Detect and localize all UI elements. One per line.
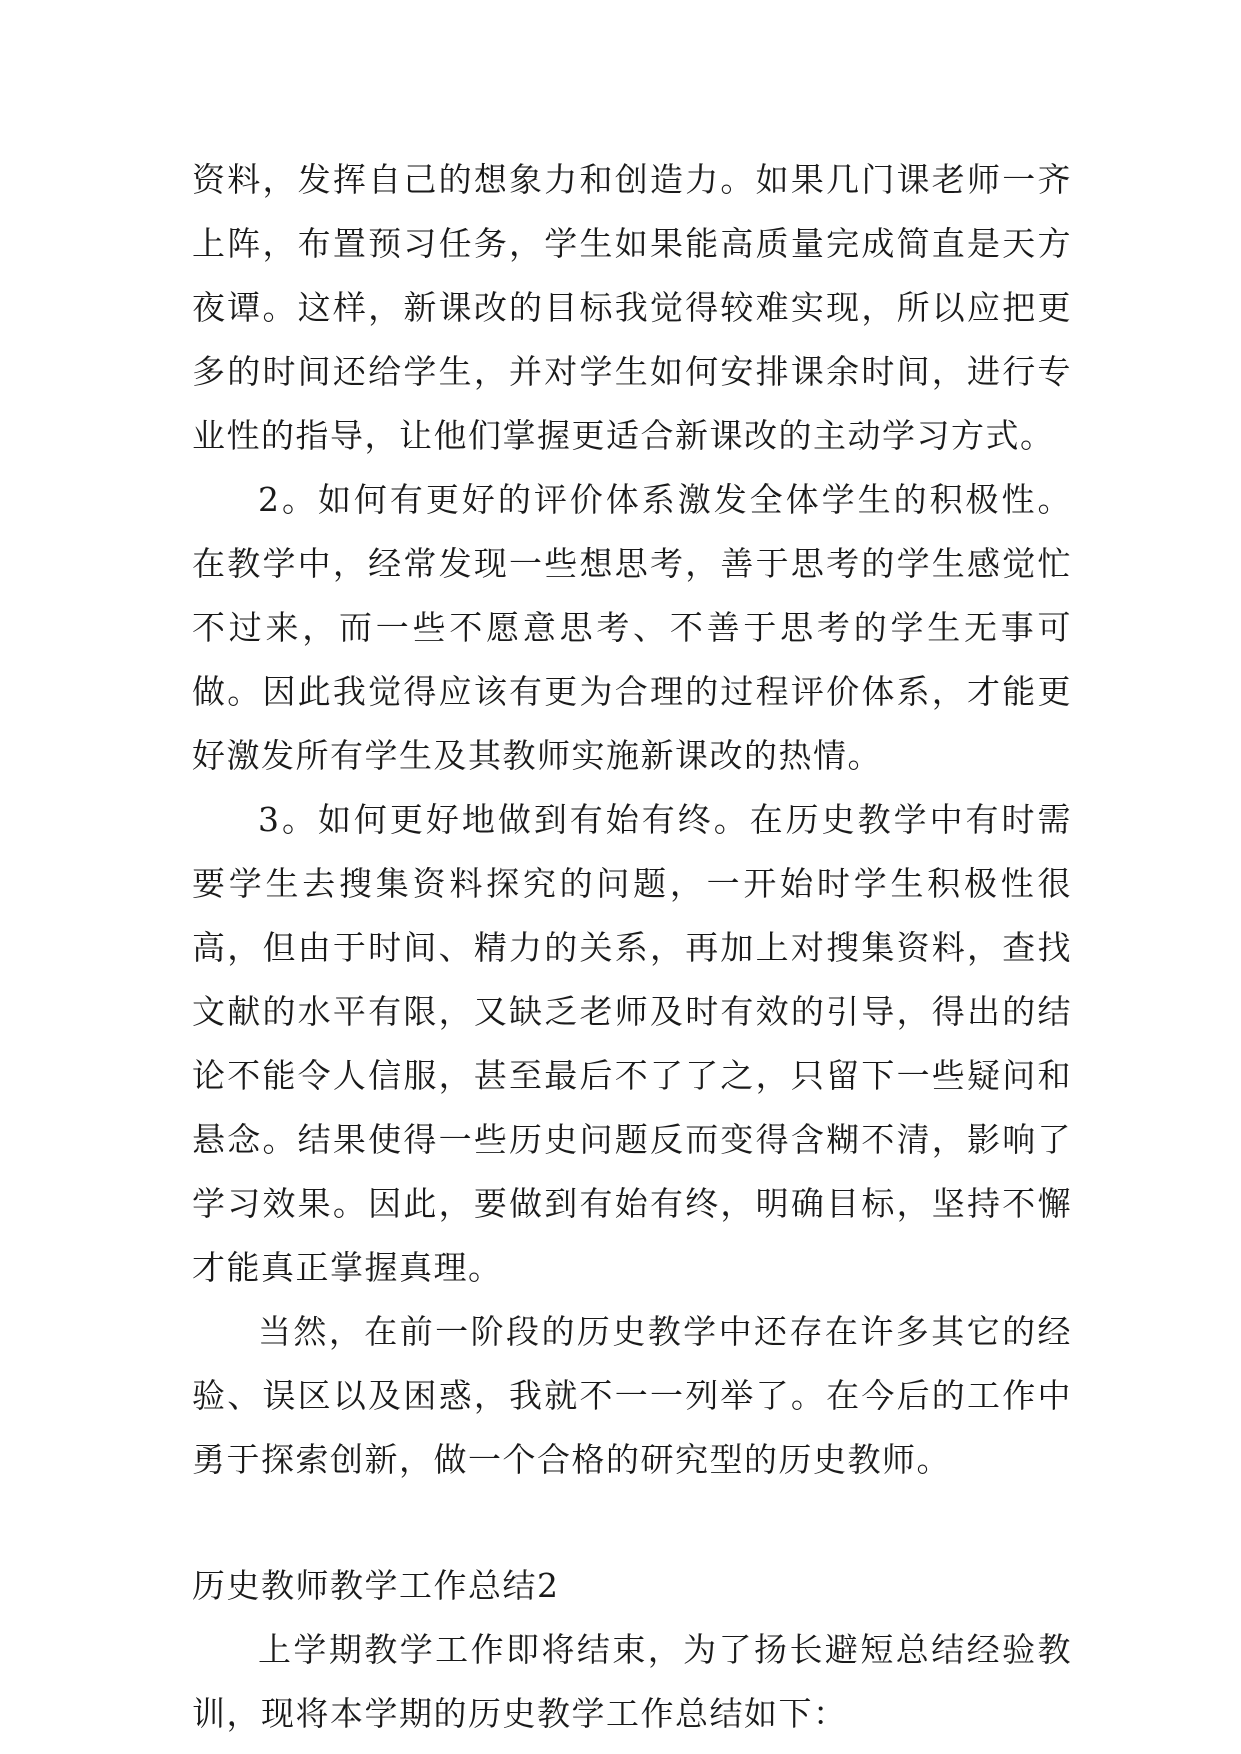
section-title: 历史教师教学工作总结2 (192, 1566, 560, 1605)
paragraph-conclusion: 当然，在前一阶段的历史教学中还存在许多其它的经验、误区以及困惑，我就不一一列举了。在今后的工作中勇于探索创新，做一个合格的研究型的历史教师。 (192, 1312, 1072, 1479)
paragraph-point-3: 3。如何更好地做到有始有终。在历史教学中有时需要学生去搜集资料探究的问题，一开始时学生积极性很高，但由于时间、精力的关系，再加上对搜集资料，查找文献的水平有限，又缺乏老师及时有效的引导，得出的结论不能令人信服，甚至最后不了了之，只留下一些疑问和悬念。结果使得一些历史问题反而变得含糊不清，影响了学习效果。因此，要做到有始有终，明确目标，坚持不懈才能真正掌握真理。 (192, 800, 1072, 1287)
paragraph-point-2: 2。如何有更好的评价体系激发全体学生的积极性。在教学中，经常发现一些想思考，善于思考的学生感觉忙不过来，而一些不愿意思考、不善于思考的学生无事可做。因此我觉得应该有更为合理的过程评价体系，才能更好激发所有学生及其教师实施新课改的热情。 (192, 480, 1072, 775)
document-body (192, 148, 1072, 1746)
paragraph-intro: 上学期教学工作即将结束，为了扬长避短总结经验教训，现将本学期的历史教学工作总结如下： (192, 1630, 1072, 1733)
paragraph-continuation: 资料，发挥自己的想象力和创造力。如果几门课老师一齐上阵，布置预习任务，学生如果能高质量完成简直是天方夜谭。这样，新课改的目标我觉得较难实现，所以应把更多的时间还给学生，并对学生如何安排课余时间，进行专业性的指导，让他们掌握更适合新课改的主动学习方式。 (192, 160, 1072, 455)
